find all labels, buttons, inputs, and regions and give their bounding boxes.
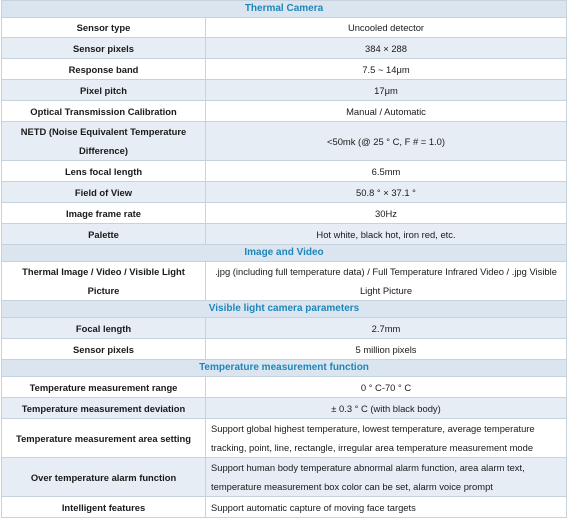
row-label: Thermal Image / Video / Visible Light Picture — [2, 262, 206, 301]
row-value: 30Hz — [206, 203, 567, 224]
section-title: Visible light camera parameters — [2, 301, 567, 318]
table-row — [2, 419, 567, 458]
section-temperature-measurement — [2, 360, 567, 377]
row-value: 50.8 ° × 37.1 ° — [206, 182, 567, 203]
table-row — [2, 203, 567, 224]
row-label: Sensor type — [2, 18, 206, 38]
row-value: 2.7mm — [206, 318, 567, 339]
row-label: Temperature measurement deviation — [2, 398, 206, 419]
table-row — [2, 339, 567, 360]
row-label: Temperature measurement range — [2, 377, 206, 398]
row-label: Over temperature alarm function — [2, 458, 206, 497]
row-value: .jpg (including full temperature data) / Full Temperature Infrared Video / .jpg Visible Light Picture — [206, 262, 567, 301]
row-label: Field of View — [2, 182, 206, 203]
table-row — [2, 59, 567, 80]
row-value: Hot white, black hot, iron red, etc. — [206, 224, 567, 245]
table-row — [2, 497, 567, 518]
row-value: 6.5mm — [206, 161, 567, 182]
table-row — [2, 262, 567, 301]
row-label: Temperature measurement area setting — [2, 419, 206, 458]
row-label: Intelligent features — [2, 497, 206, 518]
table-row — [2, 377, 567, 398]
row-value: Support global highest temperature, lowest temperature, average temperature tracking, point, line, rectangle, irregular area temperature measurement mode — [206, 419, 567, 458]
table-row — [2, 101, 567, 122]
table-row — [2, 458, 567, 497]
row-value: Support automatic capture of moving face targets — [206, 497, 567, 518]
table-row — [2, 80, 567, 101]
section-title: Thermal Camera — [2, 1, 567, 18]
row-label: Response band — [2, 59, 206, 80]
section-image-and-video — [2, 245, 567, 262]
row-label: Pixel pitch — [2, 80, 206, 101]
row-value: ± 0.3 ° C (with black body) — [206, 398, 567, 419]
table-row — [2, 18, 567, 38]
row-value: Support human body temperature abnormal alarm function, area alarm text, temperature measurement box color can be set, alarm voice prompt — [206, 458, 567, 497]
row-label: Image frame rate — [2, 203, 206, 224]
table-row — [2, 182, 567, 203]
row-label: Lens focal length — [2, 161, 206, 182]
row-value: 0 ° C-70 ° C — [206, 377, 567, 398]
table-row — [2, 161, 567, 182]
row-label: Palette — [2, 224, 206, 245]
spec-table — [1, 0, 567, 518]
table-row — [2, 122, 567, 161]
row-label: Optical Transmission Calibration — [2, 101, 206, 122]
table-row — [2, 318, 567, 339]
section-title: Temperature measurement function — [2, 360, 567, 377]
row-value: 384 × 288 — [206, 38, 567, 59]
row-value: Manual / Automatic — [206, 101, 567, 122]
section-thermal-camera — [2, 1, 567, 18]
row-label: Focal length — [2, 318, 206, 339]
row-label: Sensor pixels — [2, 38, 206, 59]
table-row — [2, 224, 567, 245]
row-value: <50mk (@ 25 ° C, F # = 1.0) — [206, 122, 567, 161]
section-title: Image and Video — [2, 245, 567, 262]
table-row — [2, 38, 567, 59]
row-label: NETD (Noise Equivalent Temperature Difference) — [2, 122, 206, 161]
row-value: Uncooled detector — [206, 18, 567, 38]
row-label: Sensor pixels — [2, 339, 206, 360]
row-value: 7.5 ~ 14μm — [206, 59, 567, 80]
row-value: 17μm — [206, 80, 567, 101]
section-visible-light — [2, 301, 567, 318]
table-row — [2, 398, 567, 419]
row-value: 5 million pixels — [206, 339, 567, 360]
